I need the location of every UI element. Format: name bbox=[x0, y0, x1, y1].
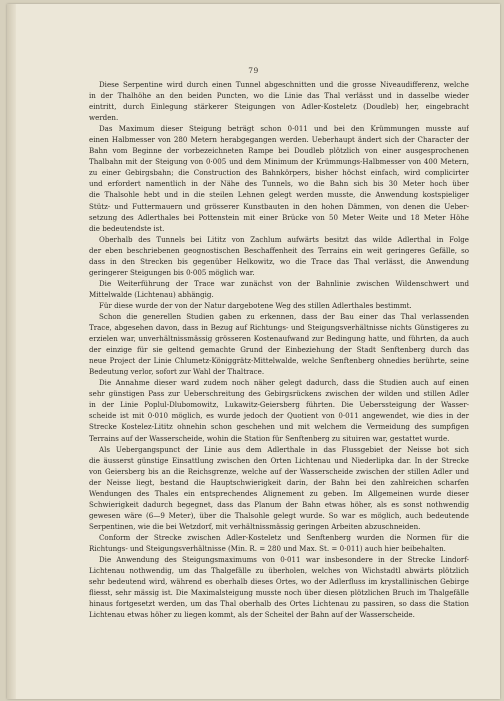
book-page bbox=[7, 4, 500, 699]
text-line: Bahn vom Beginne der vorbezeichneten Rampe bei Doudleb plötzlich von einer ausgesprochenen bbox=[89, 146, 469, 156]
text-line: zu einer Gebirgsbahn; die Construction des Bahnkörpers, bisher höchst einfach, wird complicirter bbox=[89, 168, 469, 178]
text-line: sehr günstigen Pass zur Ueberschreitung des Gebirgsrückens zwischen der wilden und stillen Adler bbox=[89, 389, 469, 399]
text-line: Für diese wurde der von der Natur dargebotene Weg des stillen Adlerthales bestimmt. bbox=[99, 300, 412, 310]
text-line: Conform der Strecke zwischen Adler-Kosteletz und Senftenberg wurden die Normen für die bbox=[99, 532, 469, 542]
text-line: Die Weiterführung der Trace war zunächst von der Bahnlinie zwischen Wildenschwert und bbox=[99, 278, 469, 288]
text-line: neue Project der Linie Chlumetz-Königgrätz-Mittelwalde, welche Senftenberg ohnedies berührte, seine bbox=[89, 356, 469, 366]
page-binding-edge bbox=[7, 4, 16, 699]
page-number: 79 bbox=[248, 66, 259, 75]
text-line: Schwierigkeit dadurch begegnet, dass das Planum der Bahn etwas höher, als es sonst nothwendig bbox=[89, 499, 469, 509]
text-line: Lichtenau nothwendig, um das Thalgefälle zu überholen, welches von Wichstadtl abwärts plötzlich bbox=[89, 566, 469, 576]
text-line: von Geiersberg bis an die Reichsgrenze, welche auf der Wasserscheide zwischen der stillen Adler und bbox=[89, 466, 469, 476]
text-line: einen Halbmesser von 280 Metern herabgegangen werden. Ueberhaupt ändert sich der Character der bbox=[89, 135, 469, 145]
text-line: die Thalsohle hebt und in die steilen Lehnen gelegt werden musste, die Anwendung kostspieliger bbox=[89, 190, 469, 200]
text-line: werden. bbox=[89, 113, 119, 123]
text-line: und erfordert namentlich in der Nähe des Tunnels, wo die Bahn sich bis 30 Meter hoch über bbox=[89, 179, 469, 189]
text-line: der Neisse liegt, bestand die Hauptschwierigkeit darin, der Bahn bei den zahlreichen scharfen bbox=[89, 477, 469, 487]
text-line: Wendungen des Thales ein entsprechendes Alignement zu geben. Im Allgemeinen wurde dieser bbox=[89, 488, 469, 498]
text-line: Trace, abgesehen davon, dass in Bezug auf Richtungs- und Steigungsverhältnisse nichts Günstigeres zu bbox=[89, 323, 469, 333]
text-line: Oberhalb des Tunnels bei Lititz von Zachlum aufwärts besitzt das wilde Adlerthal in Folge bbox=[99, 234, 469, 244]
text-line: der eben beschriebenen geognostischen Beschaffenheit des Terrains ein weit geringeres Gefälle, so bbox=[89, 245, 469, 255]
text-line: hinaus fortgesetzt werden, um das Thal oberhalb des Ortes Lichtenau zu passiren, so dass die Station bbox=[89, 599, 469, 609]
text-line: geringerer Steigungen bis 0·005 möglich war. bbox=[89, 267, 255, 277]
text-line: in der Linie Poplul-Dlubomowitz, Lukawitz-Geiersberg führten. Die Ueberssteigung der Wasser- bbox=[89, 400, 469, 410]
text-line: der einzige für sie geltend gemachte Grund der Einbeziehung der Stadt Senftenberg durch das bbox=[89, 345, 469, 355]
text-line: scheide ist mit 0·010 möglich, es wurde jedoch der Quotient von 0·011 angewendet, wie dies in der bbox=[89, 411, 469, 421]
text-line: gewesen wäre (6—9 Meter), über die Thalsohle gelegt wurde. So war es möglich, auch bedeutende bbox=[89, 510, 469, 520]
text-line: setzung des Adlerthales bei Pottenstein mit einer Brücke von 50 Meter Weite und 18 Meter Höhe bbox=[89, 212, 469, 222]
text-line: Schon die generellen Studien gaben zu erkennen, dass der Bau einer das Thal verlassenden bbox=[99, 311, 469, 321]
text-line: erzielen war, unverhältnissmässig grösseren Kostenaufwand zur Bedingung hatte, und führten, da auch bbox=[89, 334, 469, 344]
text-line: Stütz- und Futtermauern und grösserer Kunstbauten in den hohen Dämmen, von denen die Ueber- bbox=[89, 201, 469, 211]
text-line: Das Maximum dieser Steigung beträgt schon 0·011 und bei den Krümmungen musste auf bbox=[99, 124, 469, 134]
text-line: in der Thalhöhe an den beiden Puncten, wo die Linie das Thal verlässt und in dasselbe wieder bbox=[89, 91, 469, 101]
text-line: sehr bedeutend wird, während es oberhalb dieses Ortes, wo der Adlerfluss im krystallinischen Gebirge bbox=[89, 577, 469, 587]
text-line: Mittelwalde (Lichtenau) abhängig. bbox=[89, 289, 214, 299]
text-line: Terrains auf der Wasserscheide, wohin die Station für Senftenberg zu situiren war, gestattet wurde. bbox=[89, 433, 450, 443]
text-line: Serpentinen, wie die bei Wetzdorf, mit verhältnissmässig geringen Arbeiten abzuschneiden. bbox=[89, 521, 421, 531]
text-line: Thalbahn mit der Steigung von 0·005 und dem Minimum der Krümmungs-Halbmesser von 400 Metern, bbox=[89, 157, 469, 167]
text-line: eintritt, durch Einlegung stärkerer Steigungen von Adler-Kosteletz (Doudleb) her, eingebracht bbox=[89, 102, 469, 112]
text-line: Die Anwendung des Steigungsmaximums von 0·011 war insbesondere in der Strecke Lindorf- bbox=[99, 555, 469, 565]
text-line: Die Annahme dieser ward zudem noch näher gelegt dadurch, dass die Studien auch auf einen bbox=[99, 378, 469, 388]
text-line: Bedeutung verlor, sofort zur Wahl der Thaltrace. bbox=[89, 367, 265, 377]
body-text bbox=[89, 79, 469, 620]
text-line: Strecke Kostelez-Lititz ohnehin schon geschehen und mit welchem die Vermeidung des sumpfigen bbox=[89, 422, 469, 432]
text-line: die äusserst günstige Einsattlung zwischen den Orten Lichtenau und Niederlipka dar. In der Strecke bbox=[89, 455, 469, 465]
text-line: fliesst, sehr mässig ist. Die Maximalsteigung musste noch über diesen plötzlichen Bruch im Thalgefälle bbox=[89, 588, 469, 598]
text-line: Als Uebergangspunct der Linie aus dem Adlerthale in das Flussgebiet der Neisse bot sich bbox=[99, 444, 469, 454]
text-line: Diese Serpentine wird durch einen Tunnel abgeschnitten und die grosse Niveaudifferenz, welche bbox=[99, 80, 469, 89]
text-line: dass in den Strecken bis gegenüber Helkowitz, wo die Trace das Thal verlässt, die Anwendung bbox=[89, 256, 469, 266]
text-line: die bedeutendste ist. bbox=[89, 223, 165, 233]
text-line: Lichtenau etwas höher zu liegen kommt, als der Scheitel der Bahn auf der Wasserscheide. bbox=[89, 610, 415, 620]
text-line: Richtungs- und Steigungsverhältnisse (Min. R. = 280 und Max. St. = 0·011) auch hier beibehalten. bbox=[89, 543, 446, 553]
